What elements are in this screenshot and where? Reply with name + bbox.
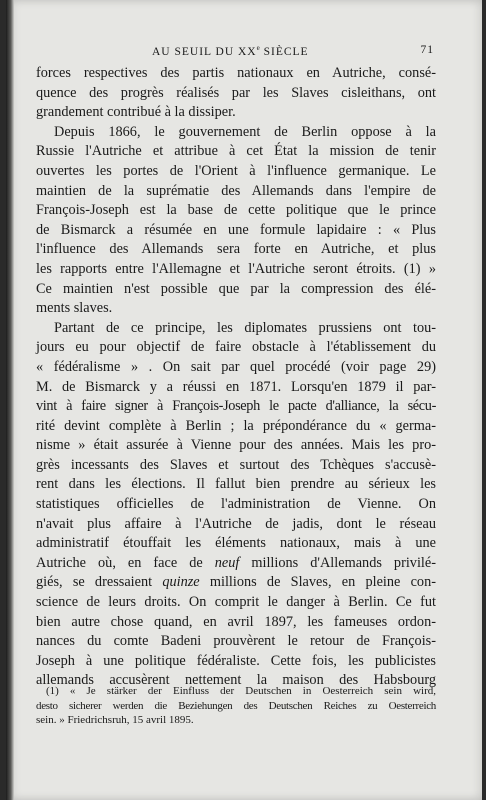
text-line: Russie l'Autriche et attribue à cet État la mission de tenir xyxy=(36,143,436,160)
text-line: statistiques officielles de l'administration de Vienne. On xyxy=(36,496,436,513)
text-fragment: millions d'Allemands privilé- xyxy=(239,554,437,571)
page-number: 71 xyxy=(420,44,434,56)
text-line: grandement contribué à la dissiper. xyxy=(36,104,236,121)
text-line: ouvertes les portes de l'Orient à l'influence germanique. Le xyxy=(36,162,436,179)
text-line: rent dans les élections. Il fallut bien prendre au sérieux les xyxy=(36,476,436,493)
text-line: n'avait plus affaire à l'Autriche de jadis, dont le réseau xyxy=(36,515,436,532)
text-line: science de leurs droits. On comprit le danger à Berlin. Ce fut xyxy=(36,594,436,611)
running-head-post: SIÈCLE xyxy=(259,45,309,58)
footnote-line: (1) « Je stärker der Einfluss der Deutschen in Oesterreich sein wird, xyxy=(46,685,436,697)
text-line: François-Joseph est la base de cette politique que le prince xyxy=(36,202,436,219)
text-line: Partant de ce principe, les diplomates prussiens ont tou- xyxy=(54,319,436,336)
text-line: nisme » était assurée à Vienne pour des années. Mais les pro- xyxy=(36,437,436,454)
text-fragment: giés, se dressaient xyxy=(36,574,163,591)
page-header xyxy=(34,44,434,60)
page-gutter-shadow xyxy=(6,0,14,800)
text-line: forces respectives des partis nationaux en Autriche, consé- xyxy=(36,65,436,81)
text-fragment: Autriche où, en face de xyxy=(36,554,215,571)
text-line: nances du comte Badeni prouvèrent le retour de François- xyxy=(36,633,436,650)
running-head-sup: e xyxy=(256,44,260,52)
text-line: les rapports entre l'Allemagne et l'Autriche seront étroits. (1) » xyxy=(36,260,436,277)
text-line: administratif étouffait les éléments nationaux, mais à une xyxy=(36,535,436,552)
text-line: « fédéralisme » . On sait par quel procédé (voir page 29) xyxy=(36,358,436,375)
text-line: Ce maintien n'est possible que par la compression des élé- xyxy=(36,280,436,297)
footnote xyxy=(36,684,436,728)
text-line: jours eu pour objectif de faire obstacle à l'établissement du xyxy=(36,339,436,356)
text-line: maintien de la suprématie des Allemands dans l'empire de xyxy=(36,182,436,199)
running-head xyxy=(152,44,309,58)
text-line: Joseph à une politique fédéraliste. Cette fois, les publicistes xyxy=(36,652,436,669)
italic-word-quinze: quinze xyxy=(162,574,200,591)
footnote-line: desto sicherer werden die Beziehungen des Deutschen Reiches zu Oesterreich xyxy=(36,699,436,712)
text-line: allemands accusèrent nettement la maison des Habsbourg xyxy=(36,672,436,689)
running-head-pre: AU SEUIL DU XX xyxy=(152,45,257,58)
book-page xyxy=(6,0,482,800)
text-line: grès incessants des Slaves et surtout des Tchèques s'accusè- xyxy=(36,456,436,473)
text-line: vint à faire signer à François-Joseph le pacte d'alliance, la sécu- xyxy=(36,398,436,415)
text-fragment: millions de Slaves, en pleine con- xyxy=(199,574,436,591)
text-line: M. de Bismarck y a réussi en 1871. Lorsqu'en 1879 il par- xyxy=(36,378,436,395)
text-line: bien autre chose quand, en avril 1897, les fameuses ordon- xyxy=(36,613,436,630)
text-line: ments slaves. xyxy=(36,300,113,317)
footnote-line: sein. » Friedrichsruh, 15 avril 1895. xyxy=(36,714,194,726)
text-line: de Bismarck a résumée en une formule lapidaire : « Plus xyxy=(36,221,436,238)
italic-word-neuf: neuf xyxy=(214,554,240,571)
text-line: l'influence des Allemands sera forte en Autriche, et plus xyxy=(36,241,436,258)
text-line: Depuis 1866, le gouvernement de Berlin oppose à la xyxy=(54,123,436,140)
body-text xyxy=(36,64,436,691)
text-line: quence des progrès réalisés par les Slaves cisleithans, ont xyxy=(36,84,436,101)
text-line: rité devint complète à Berlin ; la prépondérance du « germa- xyxy=(36,417,436,434)
text-line xyxy=(36,573,436,593)
text-line xyxy=(36,554,436,574)
